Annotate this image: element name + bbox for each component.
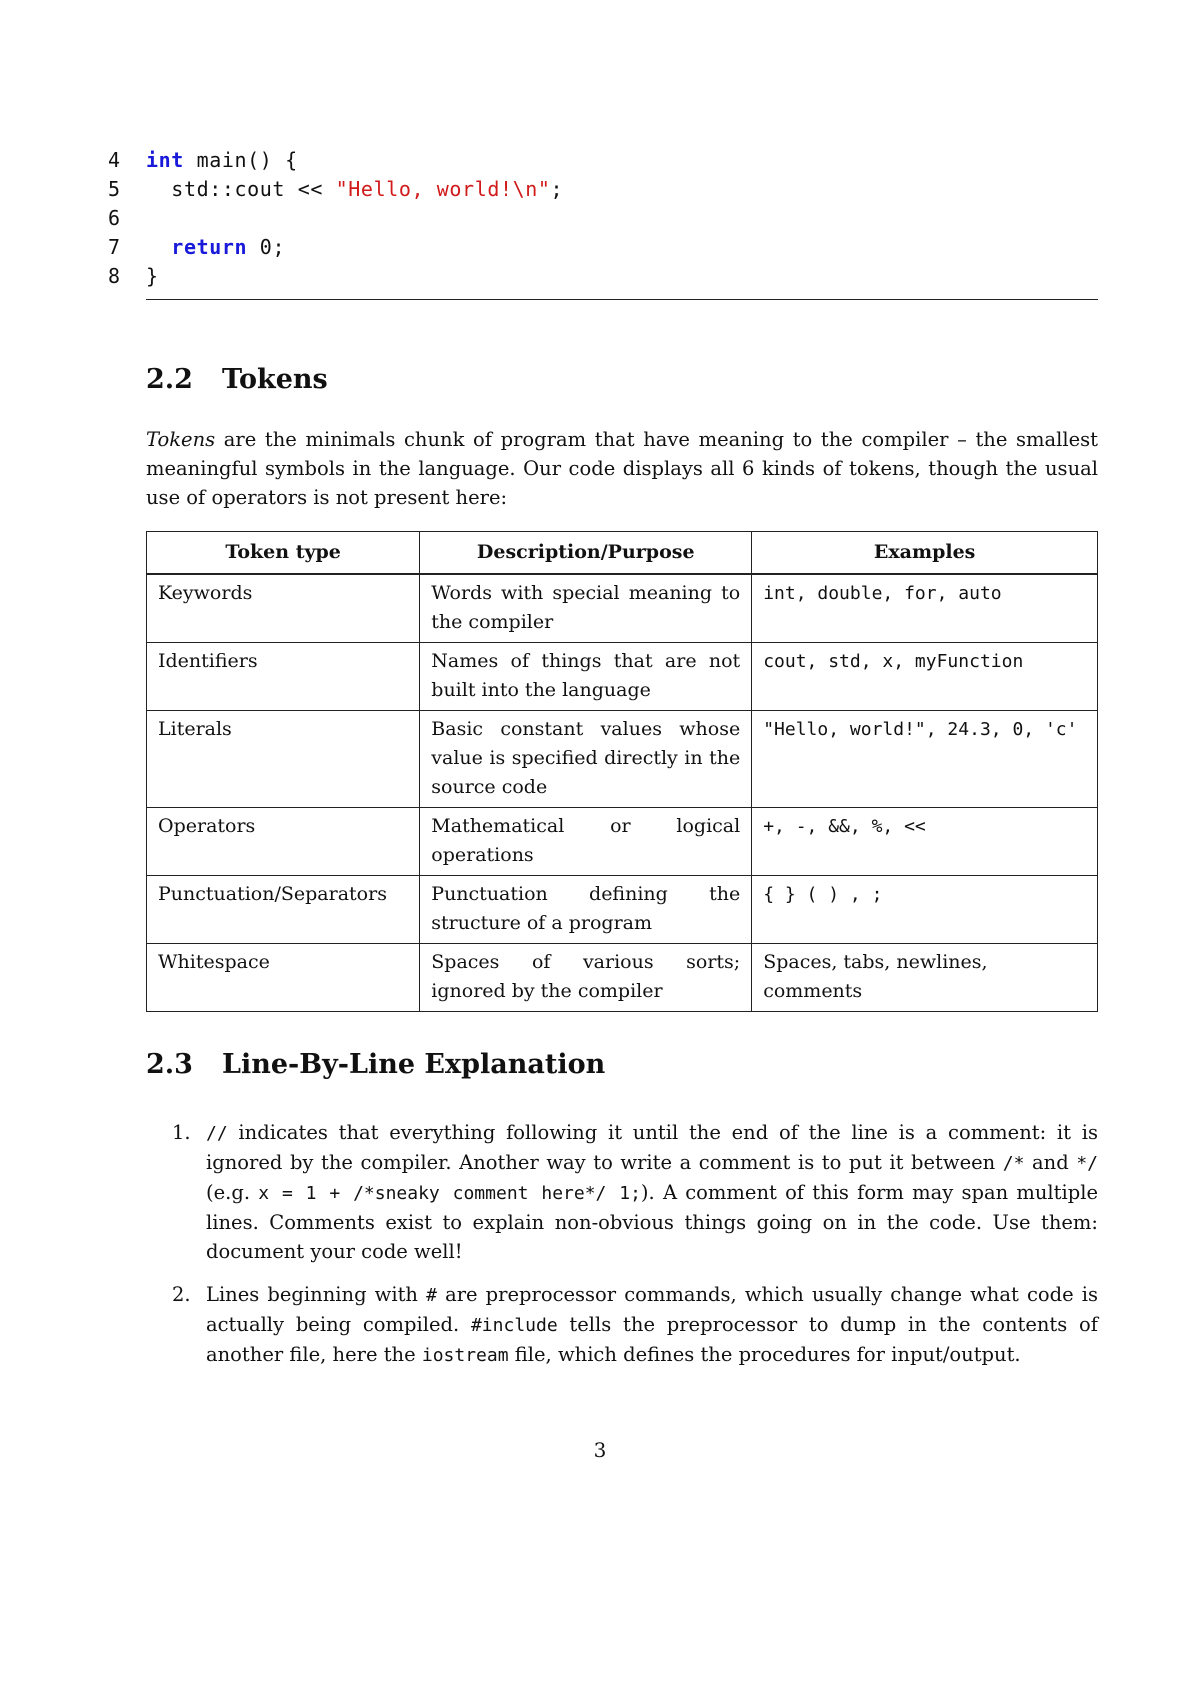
- inline-code: //: [206, 1123, 228, 1144]
- table-header: Token type: [147, 532, 420, 575]
- code-indent: [146, 235, 171, 259]
- section-heading-line-by-line: [146, 1049, 605, 1080]
- description-cell: Words with special meaning to the compiler: [420, 574, 752, 643]
- inline-code: */: [1076, 1153, 1098, 1174]
- code-keyword: return: [171, 235, 248, 259]
- description-cell: Mathematical or logical operations: [420, 808, 752, 876]
- line-number: 4: [108, 148, 121, 172]
- examples-cell: int, double, for, auto: [752, 574, 1098, 643]
- code-text: }: [146, 264, 159, 288]
- item-text: tells the preprocessor to dump in the contents of another file, here the: [206, 1313, 1098, 1366]
- code-text: ;: [550, 177, 564, 201]
- token-table: [146, 531, 1098, 1012]
- list-item: [146, 1118, 1098, 1266]
- section-number: 2.2: [146, 364, 193, 395]
- item-text: and: [1024, 1151, 1077, 1174]
- code-keyword: int: [146, 148, 184, 172]
- line-number: 6: [108, 206, 121, 230]
- token-type-cell: Punctuation/Separators: [147, 876, 420, 944]
- examples-cell: Spaces, tabs, newlines, comments: [752, 944, 1098, 1012]
- table-header: Description/Purpose: [420, 532, 752, 575]
- code-bottom-rule: [146, 299, 1098, 300]
- line-number: 5: [108, 177, 121, 201]
- item-text: ). A comment of this form may span multiple lines. Comments exist to explain non-obvious things going on in the code. Use them: document your code well!: [206, 1181, 1098, 1263]
- table-header-row: [147, 532, 1098, 575]
- list-marker: 2.: [172, 1283, 191, 1306]
- item-text: file, which defines the procedures for input/output.: [508, 1343, 1021, 1366]
- inline-code: #: [426, 1285, 437, 1306]
- table-row: [147, 808, 1098, 876]
- examples-cell: { } ( ) , ;: [752, 876, 1098, 944]
- code-line: [108, 175, 1098, 204]
- description-cell: Spaces of various sorts; ignored by the compiler: [420, 944, 752, 1012]
- code-string: "Hello, world!\n": [335, 177, 551, 201]
- item-text: are preprocessor commands, which usually change what code is actually being compiled.: [206, 1283, 1098, 1336]
- examples-cell: "Hello, world!", 24.3, 0, 'c': [752, 711, 1098, 808]
- inline-code: /*: [1002, 1153, 1025, 1174]
- tokens-intro-paragraph: [146, 425, 1098, 512]
- token-type-cell: Operators: [147, 808, 420, 876]
- item-text: indicates that everything following it until the end of the line is a comment: it is ignored by the compiler. Another way to write a comment is to put it between: [206, 1121, 1098, 1174]
- code-indent: [146, 177, 171, 201]
- code-text: 0;: [247, 235, 286, 259]
- intro-lead-term: Tokens: [146, 428, 216, 451]
- code-line: [108, 204, 1098, 233]
- list-item: [146, 1280, 1098, 1370]
- table-row: [147, 574, 1098, 643]
- list-marker: 1.: [172, 1121, 191, 1144]
- section-title: Tokens: [222, 364, 328, 395]
- inline-code: iostream: [421, 1345, 509, 1366]
- description-cell: Punctuation defining the structure of a program: [420, 876, 752, 944]
- examples-cell: cout, std, x, myFunction: [752, 643, 1098, 711]
- item-text: Lines beginning with: [206, 1283, 427, 1306]
- table-row: [147, 876, 1098, 944]
- inline-code: x = 1 + /*sneaky comment here*/ 1;: [258, 1183, 641, 1204]
- page-number: 3: [593, 1438, 607, 1462]
- code-line: [108, 262, 1098, 291]
- token-type-cell: Literals: [147, 711, 420, 808]
- section-heading-tokens: [146, 364, 328, 395]
- code-line: [108, 233, 1098, 262]
- table-header: Examples: [752, 532, 1098, 575]
- line-number: 7: [108, 235, 121, 259]
- section-title: Line-By-Line Explanation: [222, 1049, 606, 1080]
- intro-text: are the minimals chunk of program that have meaning to the compiler – the smallest meaningful symbols in the language. Our code displays all 6 kinds of tokens, though the usual use of operators is not present here:: [146, 428, 1098, 509]
- inline-code: #include: [470, 1315, 558, 1336]
- token-type-cell: Identifiers: [147, 643, 420, 711]
- table-row: [147, 944, 1098, 1012]
- token-type-cell: Whitespace: [147, 944, 420, 1012]
- code-text: main() {: [183, 148, 298, 172]
- examples-cell: +, -, &&, %, <<: [752, 808, 1098, 876]
- token-type-cell: Keywords: [147, 574, 420, 643]
- explanation-list: [146, 1118, 1098, 1384]
- description-cell: Names of things that are not built into the language: [420, 643, 752, 711]
- table-row: [147, 643, 1098, 711]
- table-row: [147, 711, 1098, 808]
- code-line: [108, 146, 1098, 175]
- description-cell: Basic constant values whose value is specified directly in the source code: [420, 711, 752, 808]
- item-text: (e.g.: [206, 1181, 259, 1204]
- section-number: 2.3: [146, 1049, 193, 1080]
- code-text: std::cout <<: [171, 177, 336, 201]
- code-listing: [108, 146, 1098, 291]
- line-number: 8: [108, 264, 121, 288]
